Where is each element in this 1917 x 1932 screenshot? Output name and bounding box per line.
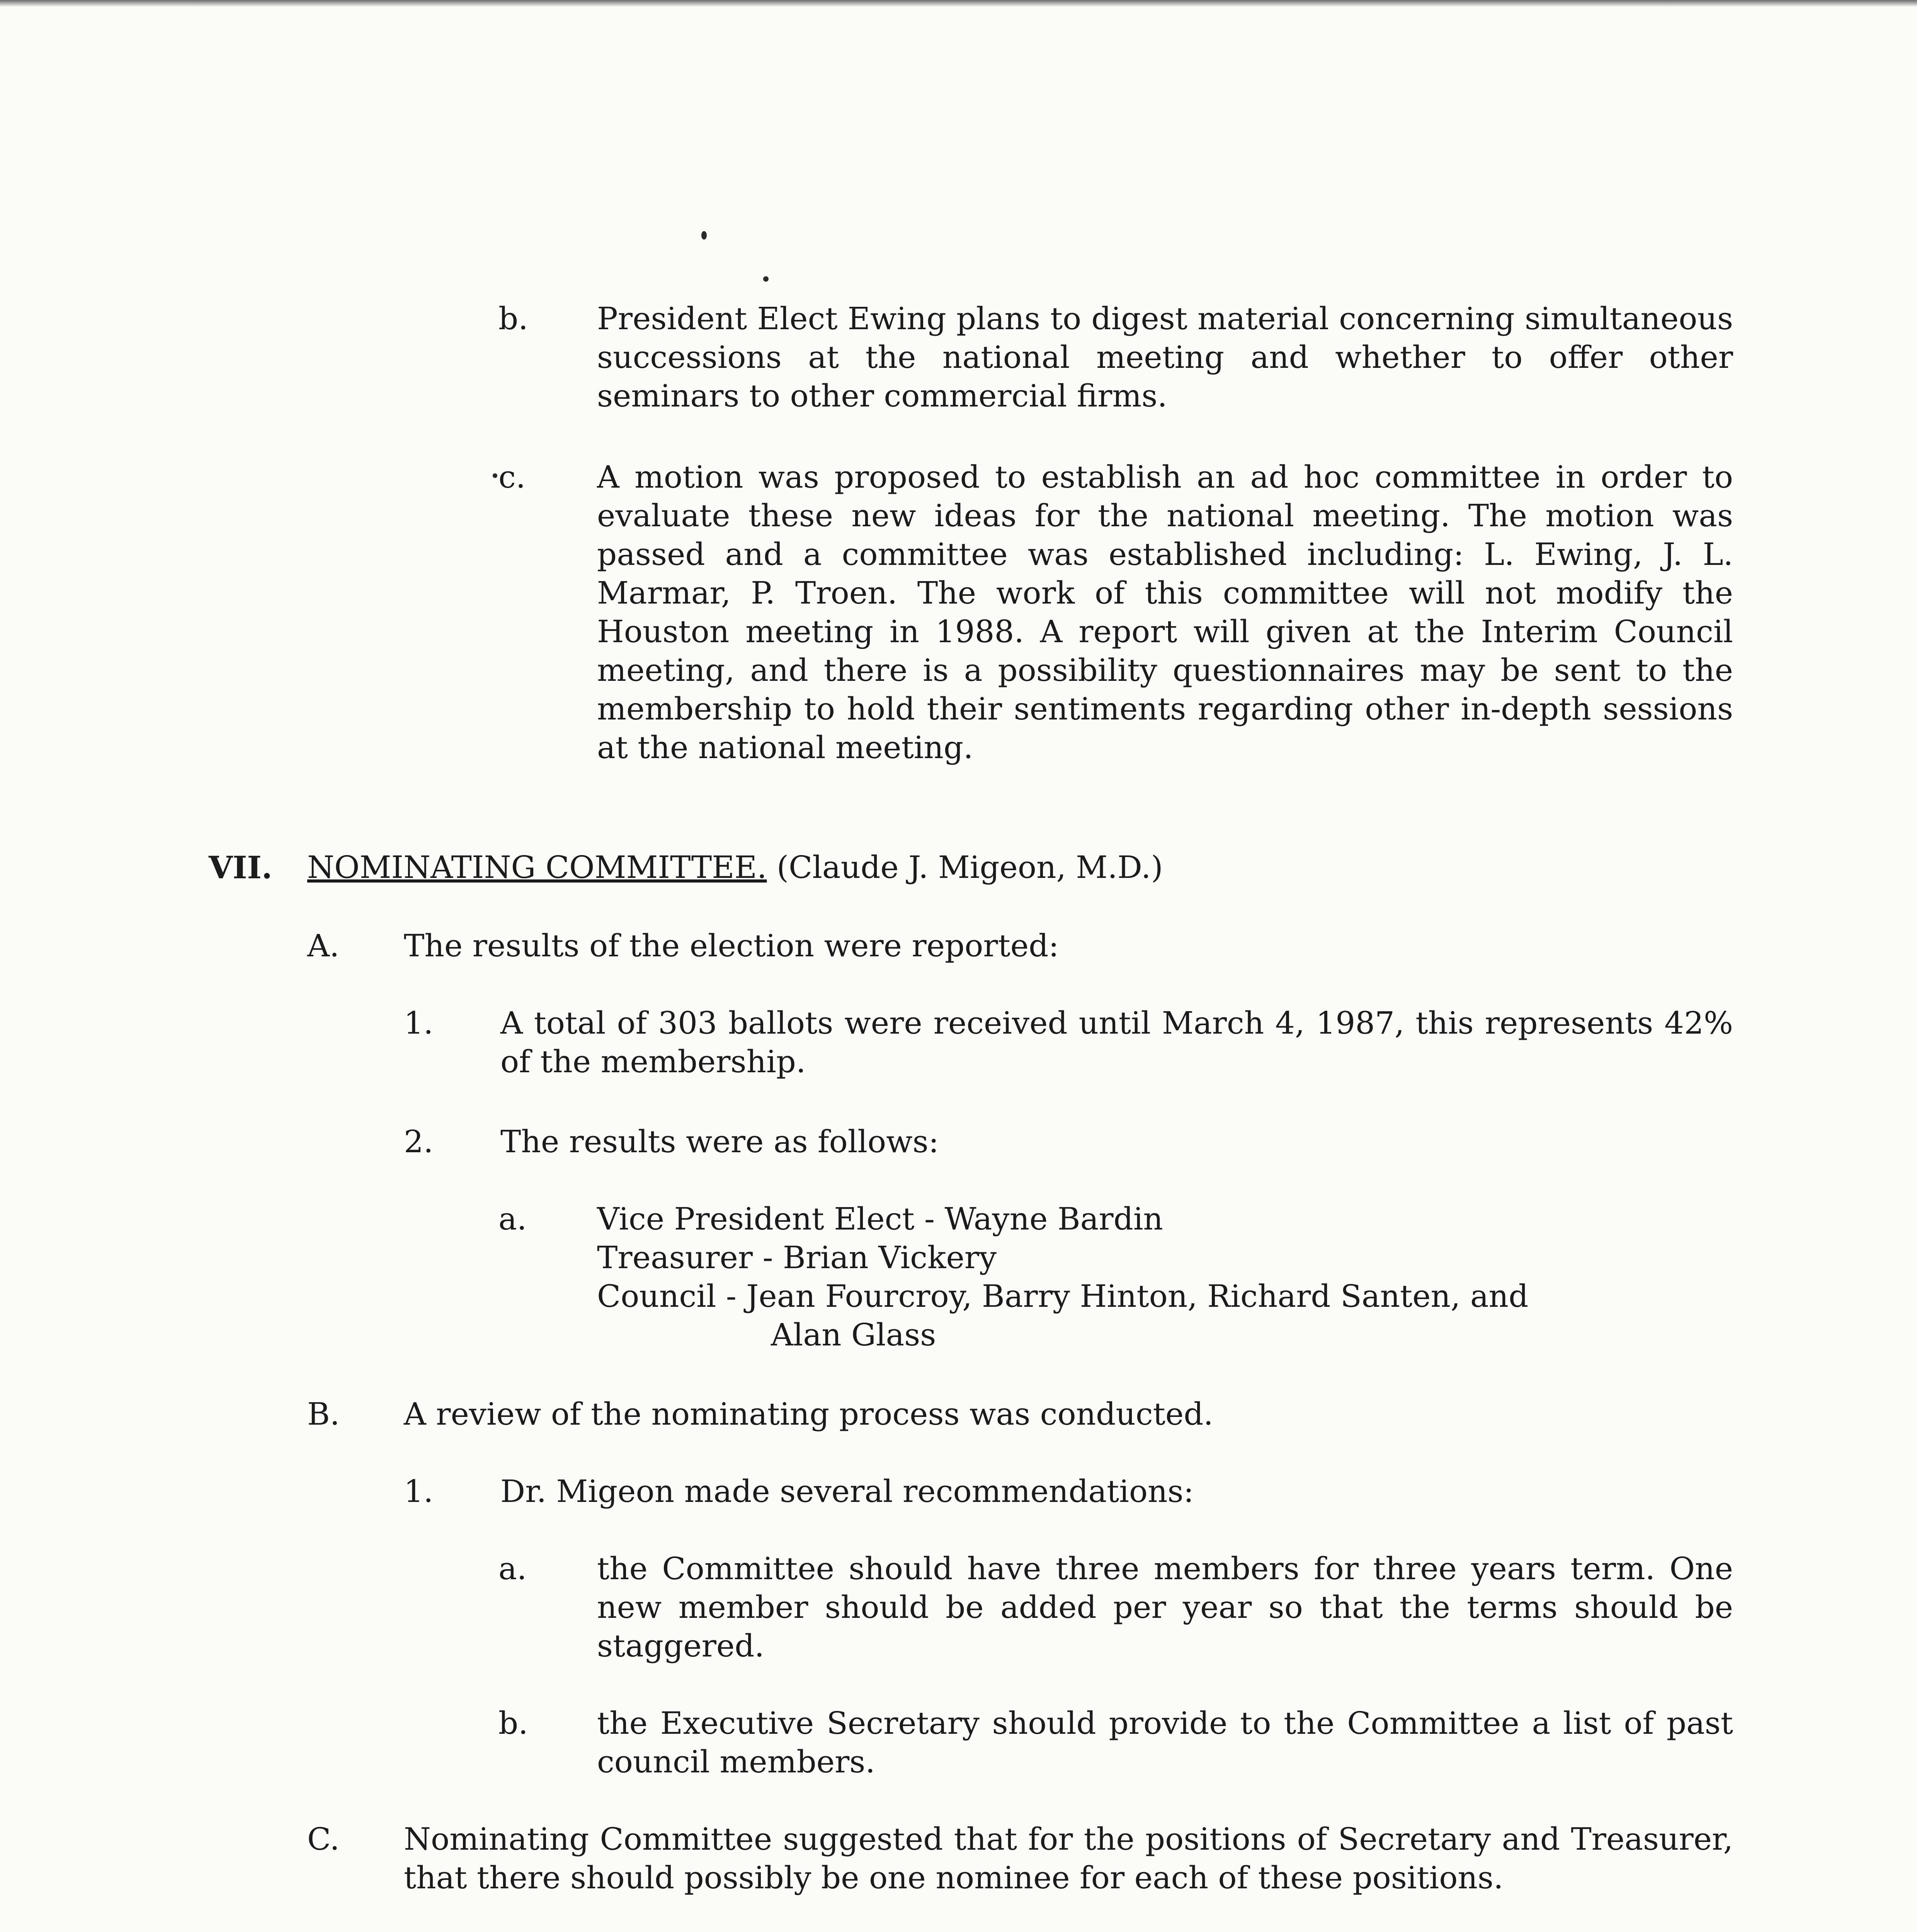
item-B1b-label: b. <box>498 1705 528 1741</box>
item-B1-text: Dr. Migeon made several recommendations: <box>500 1473 1194 1509</box>
result-treasurer: Treasurer - Brian Vickery <box>597 1240 997 1276</box>
item-A-label: A. <box>307 928 340 964</box>
scan-speck <box>701 231 707 240</box>
result-council-continued: Alan Glass <box>771 1317 936 1353</box>
result-vice-president: Vice President Elect - Wayne Bardin <box>597 1201 1163 1237</box>
item-b-label: b. <box>498 301 528 337</box>
item-B1-label: 1. <box>404 1473 434 1509</box>
item-B1a-label: a. <box>498 1551 527 1587</box>
item-A1-text: A total of 303 ballots were received until March 4, 1987, this represents 42% of the membership. <box>500 1005 1733 1080</box>
item-A-text: The results of the election were reported: <box>404 928 1059 964</box>
item-A2-label: 2. <box>404 1124 434 1160</box>
item-B1a-text: the Committee should have three members for three years term. One new member should be added per year so that the terms should be staggered. <box>597 1551 1733 1664</box>
item-A2a-label: a. <box>498 1201 527 1237</box>
scan-speck <box>763 276 769 282</box>
item-A1-label: 1. <box>404 1005 434 1041</box>
item-c-text: A motion was proposed to establish an ad hoc committee in order to evaluate these new ideas for the national meeting. The motion was passed and a committee was established including: L. Ewing, J. L. Marmar, P. Troen. The work of this committee will not modify the Houston meeting in 1988. A report will given at the Interim Council meeting, and there is a possibility questionnaires may be sent to the membership to hold their sentiments regarding other in-depth sessions at the national meeting. <box>597 459 1733 765</box>
item-B-label: B. <box>307 1396 340 1432</box>
result-council: Council - Jean Fourcroy, Barry Hinton, Richard Santen, and <box>597 1278 1529 1314</box>
item-B1b-text: the Executive Secretary should provide to the Committee a list of past council members. <box>597 1705 1733 1780</box>
item-b-text: President Elect Ewing plans to digest material concerning simultaneous successions at the national meeting and whether to offer other seminars to other commercial firms. <box>597 301 1733 414</box>
item-C-label: C. <box>307 1821 340 1857</box>
election-results <box>597 1200 1733 1354</box>
section-number: VII. <box>209 849 272 886</box>
section-title: NOMINATING COMMITTEE. <box>307 849 767 885</box>
scan-edge-shadow <box>0 0 1917 7</box>
item-B-text: A review of the nominating process was conducted. <box>404 1396 1213 1432</box>
item-A2-text: The results were as follows: <box>500 1124 939 1160</box>
section-heading <box>307 848 1698 887</box>
item-C-text: Nominating Committee suggested that for the positions of Secretary and Treasurer, that there should possibly be one nominee for each of these positions. <box>404 1821 1733 1896</box>
item-c-label: c. <box>498 459 526 495</box>
section-chair: (Claude J. Migeon, M.D.) <box>776 849 1163 885</box>
scan-speck <box>493 473 497 478</box>
